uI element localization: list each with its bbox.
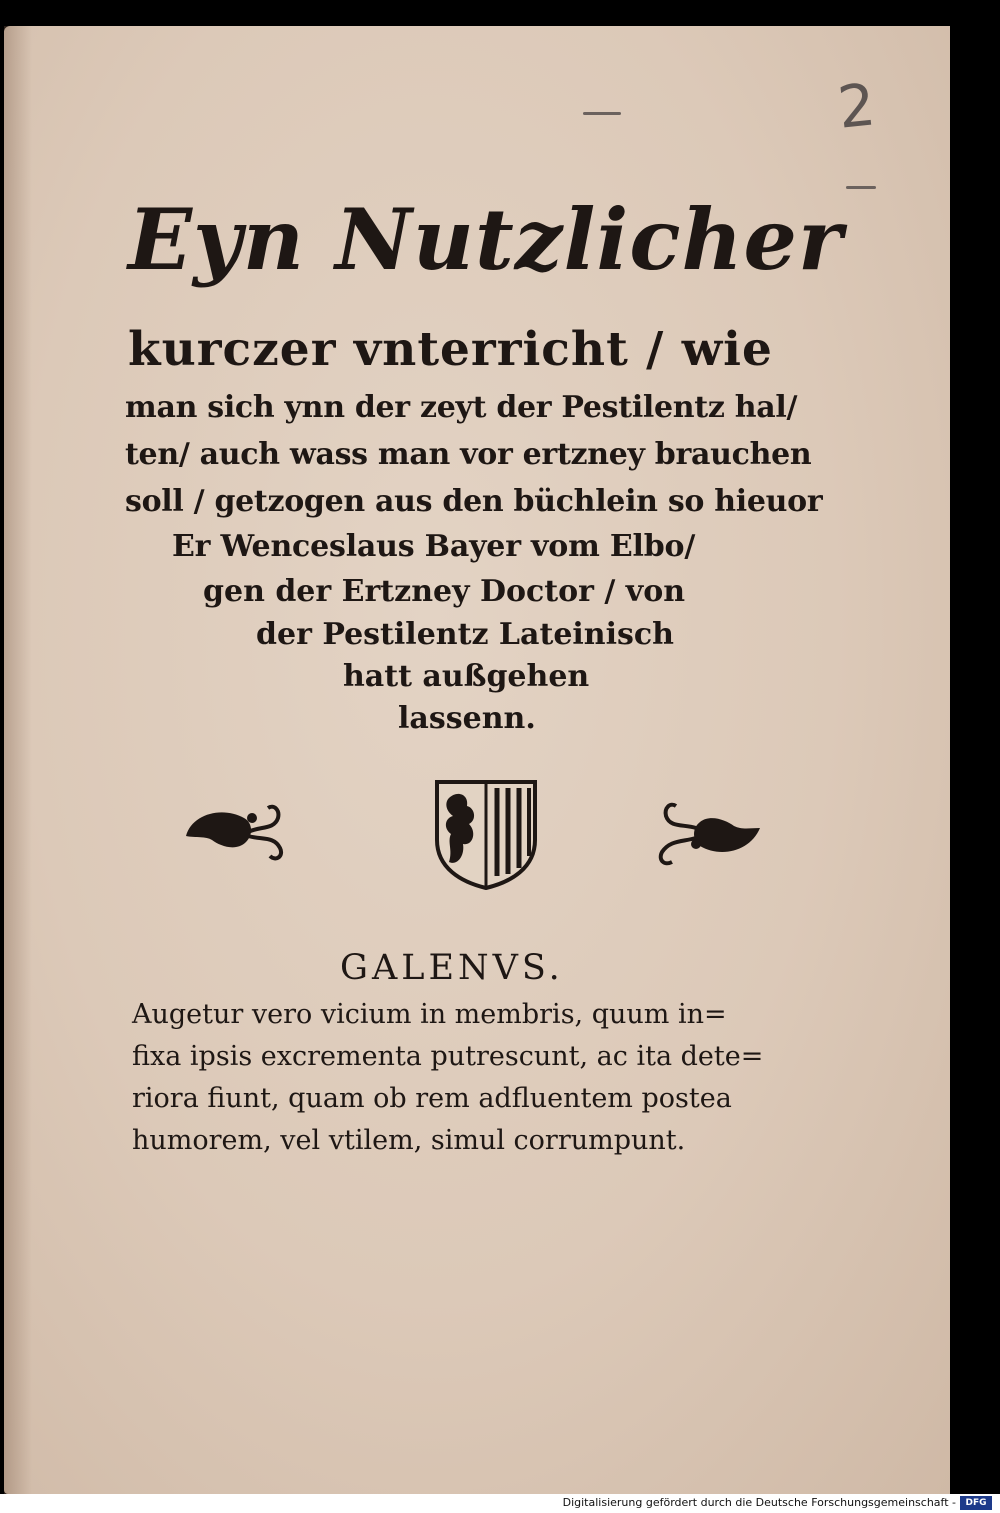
- dfg-logo[interactable]: DFG: [960, 1496, 992, 1510]
- leaf-fleuron-icon: [182, 796, 292, 864]
- title-line: hatt außgehen: [343, 659, 590, 694]
- quote-line: Augetur vero vicium in membris, quum in=: [132, 999, 727, 1030]
- title-line: der Pestilentz Lateinisch: [256, 617, 674, 652]
- footer-credit: Digitalisierung gefördert durch die Deutsche Forschungsgemeinschaft -: [562, 1496, 956, 1509]
- title-line: man sich ynn der zeyt der Pestilentz hal/: [125, 390, 798, 425]
- title-line: soll / getzogen aus den büchlein so hieuor: [125, 484, 823, 519]
- coat-of-arms-shield-icon: [433, 778, 539, 890]
- title-line: lassenn.: [398, 701, 536, 736]
- title-line: ten/ auch wass man vor ertzney brauchen: [125, 437, 812, 472]
- quote-block: [132, 994, 832, 1162]
- handwritten-page-number: 2: [834, 70, 879, 142]
- quote-heading: GALENVS.: [340, 948, 564, 988]
- title-line: Er Wenceslaus Bayer vom Elbo/: [172, 529, 696, 564]
- title-line: kurczer vnterricht / wie: [128, 322, 773, 377]
- title-line: gen der Ertzney Doctor / von: [203, 574, 686, 609]
- quote-line: riora fiunt, quam ob rem adfluentem postea: [132, 1083, 732, 1114]
- quote-line: humorem, vel vtilem, simul corrumpunt.: [132, 1125, 686, 1156]
- quote-line: fixa ipsis excrementa putrescunt, ac ita dete=: [132, 1041, 764, 1072]
- pencil-mark: [846, 186, 876, 189]
- leaf-fleuron-icon: [650, 798, 765, 868]
- title-heading: Eyn Nutzlicher: [128, 190, 844, 289]
- pencil-mark: [583, 112, 621, 115]
- page-edge-shadow: [4, 26, 32, 1494]
